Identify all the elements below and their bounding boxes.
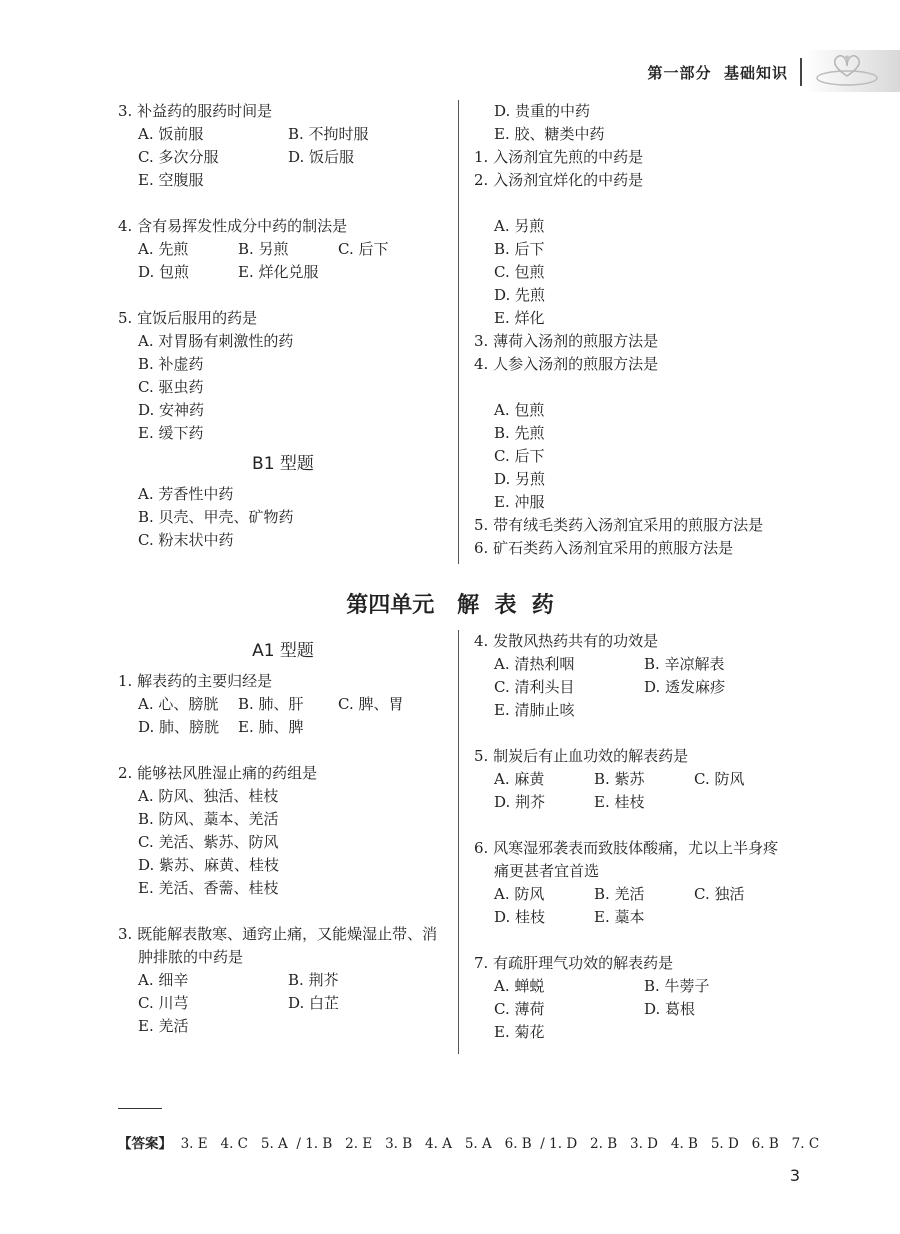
answers-line <box>118 1132 819 1152</box>
answer-option: C. 包煎 <box>494 263 545 281</box>
answer-option-row <box>474 975 804 998</box>
answer-option: E. 烊化兑服 <box>238 263 319 281</box>
answer-option: A. 清热利咽 <box>494 655 575 673</box>
answer-option: E. 空腹服 <box>138 171 204 189</box>
answer-option-row <box>118 969 448 992</box>
answer-option: C. 多次分服 <box>138 148 219 166</box>
answer-option: C. 羌活、紫苏、防风 <box>138 833 279 851</box>
answer-option: E. 清肺止咳 <box>494 701 575 719</box>
answers-rule <box>118 1108 162 1109</box>
column-top-left <box>118 100 448 552</box>
answer-option: C. 驱虫药 <box>138 378 204 396</box>
question-stem: 2. 入汤剂宜烊化的中药是 <box>474 171 644 189</box>
answer-option: B. 紫苏 <box>594 770 645 788</box>
question-type-heading: A1 型题 <box>252 641 314 661</box>
question-stem: 1. 入汤剂宜先煎的中药是 <box>474 148 644 166</box>
answer-option: C. 脾、胃 <box>338 695 404 713</box>
header-divider <box>800 58 802 86</box>
answer-option: D. 葛根 <box>644 1000 696 1018</box>
answer-option: D. 紫苏、麻黄、桂枝 <box>138 856 280 874</box>
answer-option: C. 后下 <box>494 447 545 465</box>
question-stem-continued: 肿排脓的中药是 <box>138 948 244 966</box>
answer-option-row <box>474 883 804 906</box>
answer-option: D. 包煎 <box>138 263 190 281</box>
answer-option-row <box>118 123 448 146</box>
question-stem: 6. 矿石类药入汤剂宜采用的煎服方法是 <box>474 539 734 557</box>
answer-option: C. 清利头目 <box>494 678 575 696</box>
answer-option: A. 对胃肠有刺激性的药 <box>138 332 294 350</box>
question-stem: 5. 宜饭后服用的药是 <box>118 309 258 327</box>
answer-option-row <box>474 676 804 699</box>
answer-option: E. 羌活、香薷、桂枝 <box>138 879 279 897</box>
answer-option: C. 独活 <box>694 885 745 903</box>
answer-option: B. 牛蒡子 <box>644 977 710 995</box>
answer-option: C. 川芎 <box>138 994 189 1012</box>
question-stem: 2. 能够祛风胜湿止痛的药组是 <box>118 764 318 782</box>
answer-option: B. 补虚药 <box>138 355 204 373</box>
answer-option: D. 桂枝 <box>494 908 546 926</box>
answer-option: D. 荆芥 <box>494 793 546 811</box>
answers-text: 3. E 4. C 5. A / 1. B 2. E 3. B 4. A 5. A 6. B / 1. D 2. B 3. D 4. B 5. D 6. B 7. C <box>180 1136 820 1152</box>
question-stem: 4. 含有易挥发性成分中药的制法是 <box>118 217 348 235</box>
answer-option-row <box>118 693 448 716</box>
answer-option: A. 心、膀胱 <box>138 695 219 713</box>
question-stem: 4. 发散风热药共有的功效是 <box>474 632 659 650</box>
answer-option: D. 白芷 <box>288 994 340 1012</box>
answer-option: A. 包煎 <box>494 401 545 419</box>
answer-option: B. 肺、肝 <box>238 695 304 713</box>
answer-option: A. 芳香性中药 <box>138 485 234 503</box>
answer-option-row <box>118 146 448 169</box>
answer-option: C. 粉末状中药 <box>138 531 234 549</box>
column-divider-top <box>458 100 459 564</box>
question-stem-continued: 痛更甚者宜首选 <box>494 862 600 880</box>
spacer <box>474 192 804 215</box>
header-section-title: 第一部分 基础知识 <box>647 64 788 82</box>
answer-option: A. 另煎 <box>494 217 545 235</box>
column-top-right <box>474 100 804 560</box>
answer-option: B. 辛凉解表 <box>644 655 725 673</box>
spacer <box>474 722 804 745</box>
answer-option: D. 另煎 <box>494 470 546 488</box>
question-stem: 3. 既能解表散寒、通窍止痛，又能燥湿止带、消 <box>118 925 438 943</box>
answer-option: B. 不拘时服 <box>288 125 369 143</box>
answer-option: D. 安神药 <box>138 401 205 419</box>
answer-option: A. 防风 <box>494 885 545 903</box>
spacer <box>118 739 448 762</box>
spacer <box>474 376 804 399</box>
answer-option: D. 肺、膀胱 <box>138 718 220 736</box>
answer-option-row <box>118 238 448 261</box>
question-stem: 5. 制炭后有止血功效的解表药是 <box>474 747 689 765</box>
question-stem: 3. 补益药的服药时间是 <box>118 102 273 120</box>
answer-option-row <box>474 998 804 1021</box>
answer-option: D. 先煎 <box>494 286 546 304</box>
answer-option: D. 饭后服 <box>288 148 355 166</box>
answer-option: E. 桂枝 <box>594 793 645 811</box>
answer-option: E. 胶、糖类中药 <box>494 125 605 143</box>
answer-option: E. 羌活 <box>138 1017 189 1035</box>
column-bottom-left <box>118 632 448 1038</box>
unit-title: 第四单元 解 表 药 <box>346 592 554 618</box>
answer-option: E. 缓下药 <box>138 424 204 442</box>
answer-option: A. 先煎 <box>138 240 189 258</box>
column-divider-bottom <box>458 630 459 1054</box>
answers-label: 【答案】 <box>118 1136 172 1152</box>
answer-option: E. 冲服 <box>494 493 545 511</box>
question-stem: 4. 人参入汤剂的煎服方法是 <box>474 355 659 373</box>
answer-option: E. 肺、脾 <box>238 718 304 736</box>
answer-option-row <box>474 653 804 676</box>
spacer <box>118 900 448 923</box>
answer-option: A. 蝉蜕 <box>494 977 545 995</box>
question-stem: 6. 风寒湿邪袭表而致肢体酸痛，尤以上半身疼 <box>474 839 779 857</box>
question-stem: 7. 有疏肝理气功效的解表药是 <box>474 954 674 972</box>
page-number: 3 <box>789 1166 800 1185</box>
question-stem: 3. 薄荷入汤剂的煎服方法是 <box>474 332 659 350</box>
answer-option: D. 贵重的中药 <box>494 102 591 120</box>
answer-option-row <box>474 791 804 814</box>
answer-option: B. 先煎 <box>494 424 545 442</box>
answer-option: B. 荆芥 <box>288 971 339 989</box>
spacer <box>474 814 804 837</box>
answer-option: B. 羌活 <box>594 885 645 903</box>
answer-option-row <box>118 992 448 1015</box>
answer-option: C. 薄荷 <box>494 1000 545 1018</box>
answer-option: A. 防风、独活、桂枝 <box>138 787 279 805</box>
answer-option: B. 防风、藁本、羌活 <box>138 810 279 828</box>
answer-option: C. 后下 <box>338 240 389 258</box>
spacer <box>118 192 448 215</box>
answer-option: B. 后下 <box>494 240 545 258</box>
answer-option-row <box>474 768 804 791</box>
answer-option: C. 防风 <box>694 770 745 788</box>
spacer <box>474 929 804 952</box>
answer-option: A. 饭前服 <box>138 125 204 143</box>
answer-option: A. 细辛 <box>138 971 189 989</box>
question-stem: 5. 带有绒毛类药入汤剂宜采用的煎服方法是 <box>474 516 764 534</box>
column-bottom-right <box>474 630 804 1044</box>
question-type-heading: B1 型题 <box>252 454 314 474</box>
answer-option-row <box>118 261 448 284</box>
spacer <box>118 284 448 307</box>
answer-option: E. 藁本 <box>594 908 645 926</box>
question-stem: 1. 解表药的主要归经是 <box>118 672 273 690</box>
header-logo-icon <box>805 50 900 92</box>
answer-option-row <box>474 906 804 929</box>
answer-option: E. 烊化 <box>494 309 545 327</box>
answer-option: A. 麻黄 <box>494 770 545 788</box>
answer-option: B. 贝壳、甲壳、矿物药 <box>138 508 294 526</box>
answer-option-row <box>118 716 448 739</box>
answer-option: E. 菊花 <box>494 1023 545 1041</box>
answer-option: D. 透发麻疹 <box>644 678 726 696</box>
answer-option: B. 另煎 <box>238 240 289 258</box>
